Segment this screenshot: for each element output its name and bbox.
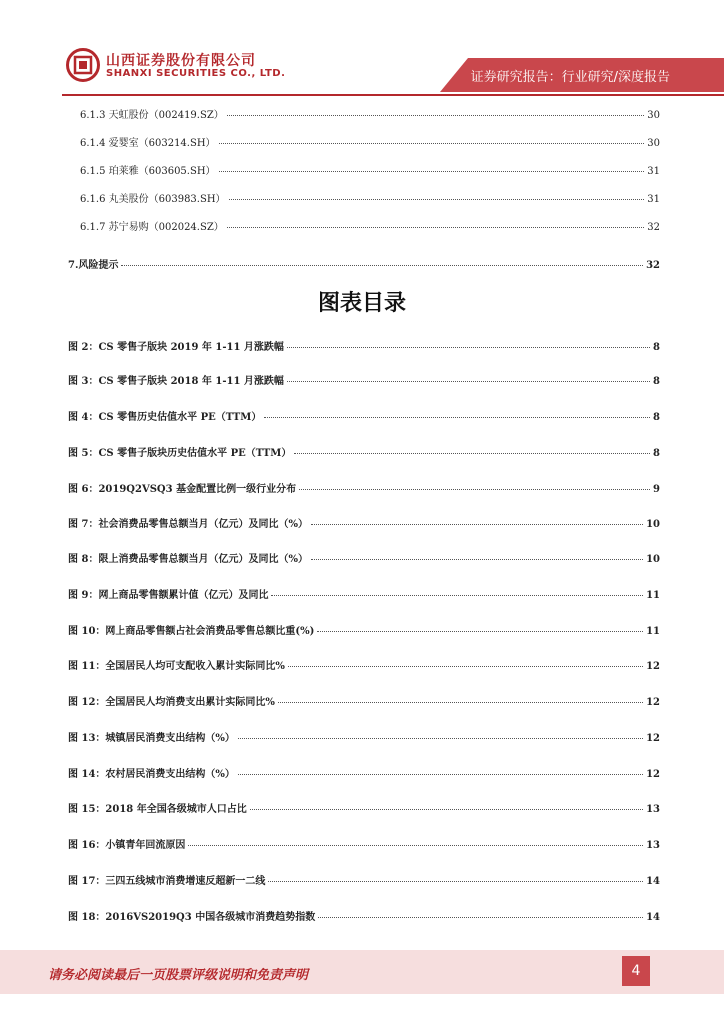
figure-entry[interactable]: [68, 622, 660, 637]
figure-entry-page: 13: [646, 840, 660, 851]
toc-entry-label: 6.1.6 丸美股份（603983.SH）: [80, 194, 226, 205]
figure-entry[interactable]: [68, 657, 660, 672]
leader-dots: [317, 631, 643, 632]
leader-dots: [219, 171, 645, 172]
leader-dots: [238, 774, 643, 775]
figure-list-title: 图表目录: [317, 291, 406, 316]
figure-entry[interactable]: [68, 408, 660, 423]
figure-entry[interactable]: [68, 729, 660, 744]
figure-entry-page: 11: [646, 626, 660, 637]
figure-entry-label: 图 6：2019Q2VSQ3 基金配置比例一级行业分布: [68, 484, 297, 495]
figure-entry-label: 图 14：农村居民消费支出结构（%）: [68, 769, 235, 780]
figure-entry-page: 10: [646, 519, 660, 530]
page-number: 4: [622, 956, 650, 986]
leader-dots: [227, 227, 644, 228]
figure-entry-page: 14: [646, 876, 660, 887]
toc-entry-label: 6.1.5 珀莱雅（603605.SH）: [80, 166, 216, 177]
figure-entry-page: 10: [646, 554, 660, 565]
toc-entry-label: 6.1.3 天虹股份（002419.SZ）: [80, 110, 224, 121]
toc-entry-page: 32: [646, 260, 660, 271]
toc-entry-page: 30: [647, 110, 660, 121]
figure-entry[interactable]: [68, 586, 660, 601]
figure-entry[interactable]: [68, 908, 660, 923]
leader-dots: [238, 738, 643, 739]
toc-entry-label: 6.1.4 爱婴室（603214.SH）: [80, 138, 216, 149]
leader-dots: [268, 881, 643, 882]
figure-entry[interactable]: [68, 515, 660, 530]
leader-dots: [250, 809, 643, 810]
toc-entry-label: 7.风险提示: [68, 260, 119, 271]
leader-dots: [121, 265, 643, 266]
toc-entry-label: 6.1.7 苏宁易购（002024.SZ）: [80, 222, 224, 233]
leader-dots: [227, 115, 644, 116]
figure-entry-page: 8: [653, 448, 660, 459]
leader-dots: [287, 347, 650, 348]
leader-dots: [311, 524, 643, 525]
leader-dots: [229, 199, 645, 200]
leader-dots: [271, 595, 643, 596]
toc-entry-page: 31: [647, 194, 660, 205]
figure-entry[interactable]: [68, 444, 660, 459]
company-name-cn: 山西证券股份有限公司: [106, 53, 256, 69]
figure-entry-page: 8: [653, 342, 660, 353]
figure-entry-label: 图 9：网上商品零售额累计值（亿元）及同比: [68, 590, 269, 601]
figure-entry-label: 图 5：CS 零售子版块历史估值水平 PE（TTM）: [68, 448, 292, 459]
figure-entry[interactable]: [68, 836, 660, 851]
figure-entry-label: 图 15：2018 年全国各级城市人口占比: [68, 804, 247, 815]
figure-entry-label: 图 13：城镇居民消费支出结构（%）: [68, 733, 235, 744]
leader-dots: [188, 845, 643, 846]
company-logo-icon: [66, 48, 100, 82]
figure-entry-label: 图 10：网上商品零售额占社会消费品零售总额比重(%): [68, 626, 315, 637]
figure-entry-page: 11: [646, 590, 660, 601]
figure-entry-page: 13: [646, 804, 660, 815]
leader-dots: [299, 489, 650, 490]
leader-dots: [294, 453, 650, 454]
figure-entry-label: 图 2：CS 零售子版块 2019 年 1-11 月涨跌幅: [68, 342, 284, 353]
toc-entry-page: 32: [647, 222, 660, 233]
figure-entry-label: 图 17：三四五线城市消费增速反超新一二线: [68, 876, 266, 887]
figure-entry-page: 12: [646, 733, 660, 744]
figure-entry-page: 12: [646, 769, 660, 780]
toc-entry[interactable]: [80, 106, 660, 121]
leader-dots: [287, 381, 650, 382]
figure-entry-page: 8: [653, 376, 660, 387]
leader-dots: [318, 917, 643, 918]
toc-entry-page: 31: [647, 166, 660, 177]
leader-dots: [264, 417, 650, 418]
figure-entry-label: 图 18：2016VS2019Q3 中国各级城市消费趋势指数: [68, 912, 316, 923]
figure-entry-label: 图 16：小镇青年回流原因: [68, 840, 186, 851]
company-name-en: SHANXI SECURITIES CO., LTD.: [106, 68, 286, 79]
toc-entry[interactable]: [80, 190, 660, 205]
figure-entry[interactable]: [68, 550, 660, 565]
header-rule: [62, 94, 724, 96]
toc-entry[interactable]: [80, 162, 660, 177]
figure-entry-label: 图 4：CS 零售历史估值水平 PE（TTM）: [68, 412, 262, 423]
figure-entry[interactable]: [68, 872, 660, 887]
page-header: [0, 0, 724, 100]
toc-entry[interactable]: [80, 218, 660, 233]
figure-entry-page: 8: [653, 412, 660, 423]
leader-dots: [288, 666, 643, 667]
leader-dots: [219, 143, 645, 144]
footer-disclaimer: 请务必阅读最后一页股票评级说明和免责声明: [48, 968, 309, 983]
figure-entry-page: 14: [646, 912, 660, 923]
toc-entry-page: 30: [647, 138, 660, 149]
figure-entry[interactable]: [68, 693, 660, 708]
figure-entry[interactable]: [68, 800, 660, 815]
toc-entry[interactable]: [68, 256, 660, 271]
figure-entry[interactable]: [68, 338, 660, 353]
toc-entry[interactable]: [80, 134, 660, 149]
figure-entry-page: 9: [653, 484, 660, 495]
figure-entry-label: 图 8：限上消费品零售总额当月（亿元）及同比（%）: [68, 554, 308, 565]
leader-dots: [278, 702, 643, 703]
figure-entry[interactable]: [68, 765, 660, 780]
figure-entry[interactable]: [68, 372, 660, 387]
figure-entry-label: 图 7：社会消费品零售总额当月（亿元）及同比（%）: [68, 519, 308, 530]
figure-entry[interactable]: [68, 480, 660, 495]
figure-entry-page: 12: [646, 697, 660, 708]
report-type: 证券研究报告：行业研究/深度报告: [470, 70, 670, 85]
figure-entry-label: 图 11：全国居民人均可支配收入累计实际同比%: [68, 661, 285, 672]
leader-dots: [311, 559, 643, 560]
figure-entry-page: 12: [646, 661, 660, 672]
figure-entry-label: 图 12：全国居民人均消费支出累计实际同比%: [68, 697, 275, 708]
figure-entry-label: 图 3：CS 零售子版块 2018 年 1-11 月涨跌幅: [68, 376, 284, 387]
